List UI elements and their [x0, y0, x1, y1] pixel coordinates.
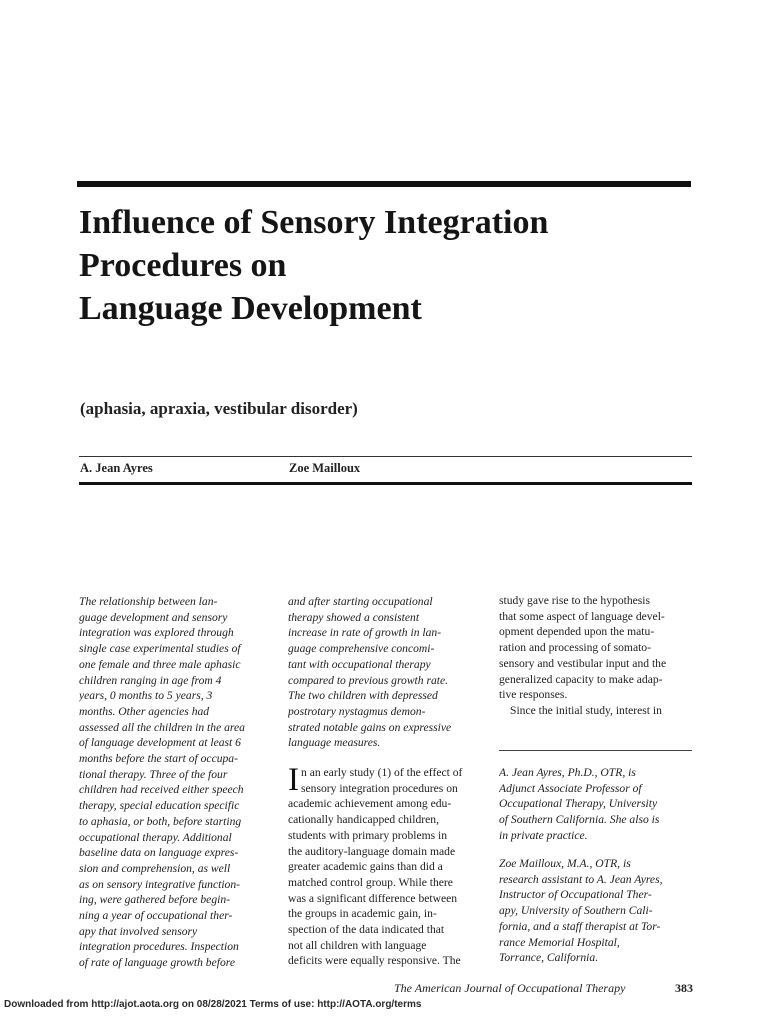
text-line: that some aspect of language devel- [499, 609, 665, 623]
text-line: rance Memorial Hospital, [499, 935, 620, 949]
text-line: sensory integration procedures on [301, 781, 458, 795]
text-line: integration procedures. Inspection [79, 940, 239, 954]
text-line: research assistant to A. Jean Ayres, [499, 872, 663, 886]
abstract-column-2 [288, 594, 484, 751]
text-line: tive responses. [499, 688, 568, 702]
text-line: guage comprehensive concomi- [288, 642, 435, 656]
text-line: The two children with depressed [288, 689, 438, 703]
text-line: not all children with language [288, 938, 427, 952]
text-line: integration was explored through [79, 626, 234, 640]
text-line: children ranging in age from 4 [79, 673, 222, 687]
title-line: Influence of Sensory Integration [79, 204, 549, 241]
text-line: therapy, special education specific [79, 799, 240, 813]
text-line: tant with occupational therapy [288, 657, 431, 671]
text-line: Torrance, California. [499, 951, 599, 965]
body-column-2 [288, 762, 484, 969]
text-line: therapy showed a consistent [288, 610, 420, 624]
text-line: months. Other agencies had [79, 704, 210, 718]
text-line: tional therapy. Three of the four [79, 767, 228, 781]
author-rule-bottom [79, 482, 692, 485]
text-line: Instructor of Occupational Ther- [499, 888, 652, 902]
text-line: guage development and sensory [79, 610, 228, 624]
download-notice: Downloaded from http://ajot.aota.org on 08/28/2021 Terms of use: http://AOTA.org/terms [4, 999, 422, 1010]
text-line: was a significant difference between [288, 891, 458, 905]
text-line: apy that involved sensory [79, 924, 198, 938]
footnote-rule [499, 750, 692, 751]
journal-name: The American Journal of Occupational Therapy [394, 981, 626, 995]
text-line: generalized capacity to make adap- [499, 672, 663, 686]
text-line: academic achievement among edu- [288, 797, 452, 811]
text-line: The relationship between lan- [79, 595, 218, 608]
text-line: apy, University of Southern Cali- [499, 904, 653, 918]
author-name: Zoe Mailloux [289, 461, 361, 475]
text-line: one female and three male aphasic [79, 657, 241, 671]
text-line: of language development at least 6 [79, 736, 241, 750]
text-line: of rate of language growth before [79, 956, 235, 970]
text-line: years, 0 months to 5 years, 3 [79, 689, 213, 703]
text-line: the auditory-language domain made [288, 844, 456, 858]
author-note-mailloux [499, 856, 693, 966]
text-line: ration and processing of somato- [499, 641, 651, 655]
text-line: children had received either speech [79, 783, 244, 797]
text-line: compared to previous growth rate. [288, 673, 449, 687]
text-line: opment depended upon the matu- [499, 625, 655, 639]
text-line: baseline data on language expres- [79, 846, 239, 860]
text-line: in private practice. [499, 828, 588, 842]
text-line: greater academic gains than did a [288, 860, 443, 874]
text-line: increase in rate of growth in lan- [288, 626, 442, 640]
text-line: to aphasia, or both, before starting [79, 814, 242, 828]
title-line: Language Development [79, 290, 422, 327]
author-rule-top [79, 456, 692, 457]
text-line: ing, were gathered before begin- [79, 893, 231, 907]
abstract-column-1 [79, 594, 275, 971]
text-line: language measures. [288, 736, 381, 750]
body-column-3 [499, 593, 693, 719]
text-line: ning a year of occupational ther- [79, 909, 233, 923]
text-line: matched control group. While there [288, 875, 453, 889]
text-line: A. Jean Ayres, Ph.D., OTR, is [499, 766, 636, 779]
text-line: Adjunct Associate Professor of [499, 781, 642, 795]
text-line: n an early study (1) of the effect of [301, 766, 463, 779]
text-line: postrotary nystagmus demon- [288, 704, 426, 718]
text-line: Zoe Mailloux, M.A., OTR, is [499, 857, 631, 870]
text-line: deficits were equally responsive. The [288, 954, 461, 968]
text-line: the groups in academic gain, in- [288, 907, 437, 921]
text-line: of Southern California. She also is [499, 813, 660, 827]
text-line: assessed all the children in the area [79, 720, 245, 734]
top-rule [77, 181, 691, 187]
author-name: A. Jean Ayres [80, 461, 153, 475]
text-line: months before the start of occupa- [79, 752, 238, 766]
text-line: single case experimental studies of [79, 642, 241, 656]
text-line: study gave rise to the hypothesis [499, 594, 651, 607]
text-line: students with primary problems in [288, 828, 448, 842]
text-line: sion and comprehension, as well [79, 861, 231, 875]
text-line: cationally handicapped children, [288, 813, 439, 827]
article-keywords: (aphasia, apraxia, vestibular disorder) [80, 399, 358, 418]
title-line: Procedures on [79, 247, 287, 284]
text-line: Since the initial study, interest in [510, 703, 662, 717]
text-line: Occupational Therapy, University [499, 797, 658, 811]
author-note-ayres [499, 765, 693, 844]
text-line: fornia, and a staff therapist at Tor- [499, 919, 661, 933]
text-line: and after starting occupational [288, 595, 433, 608]
article-title [79, 201, 719, 330]
text-line: strated notable gains on expressive [288, 720, 452, 734]
text-line: occupational therapy. Additional [79, 830, 232, 844]
text-line: spection of the data indicated that [288, 923, 445, 937]
text-line: as on sensory integrative function- [79, 877, 240, 891]
drop-cap: I [288, 762, 299, 798]
text-line: sensory and vestibular input and the [499, 656, 667, 670]
page-number: 383 [675, 981, 693, 995]
